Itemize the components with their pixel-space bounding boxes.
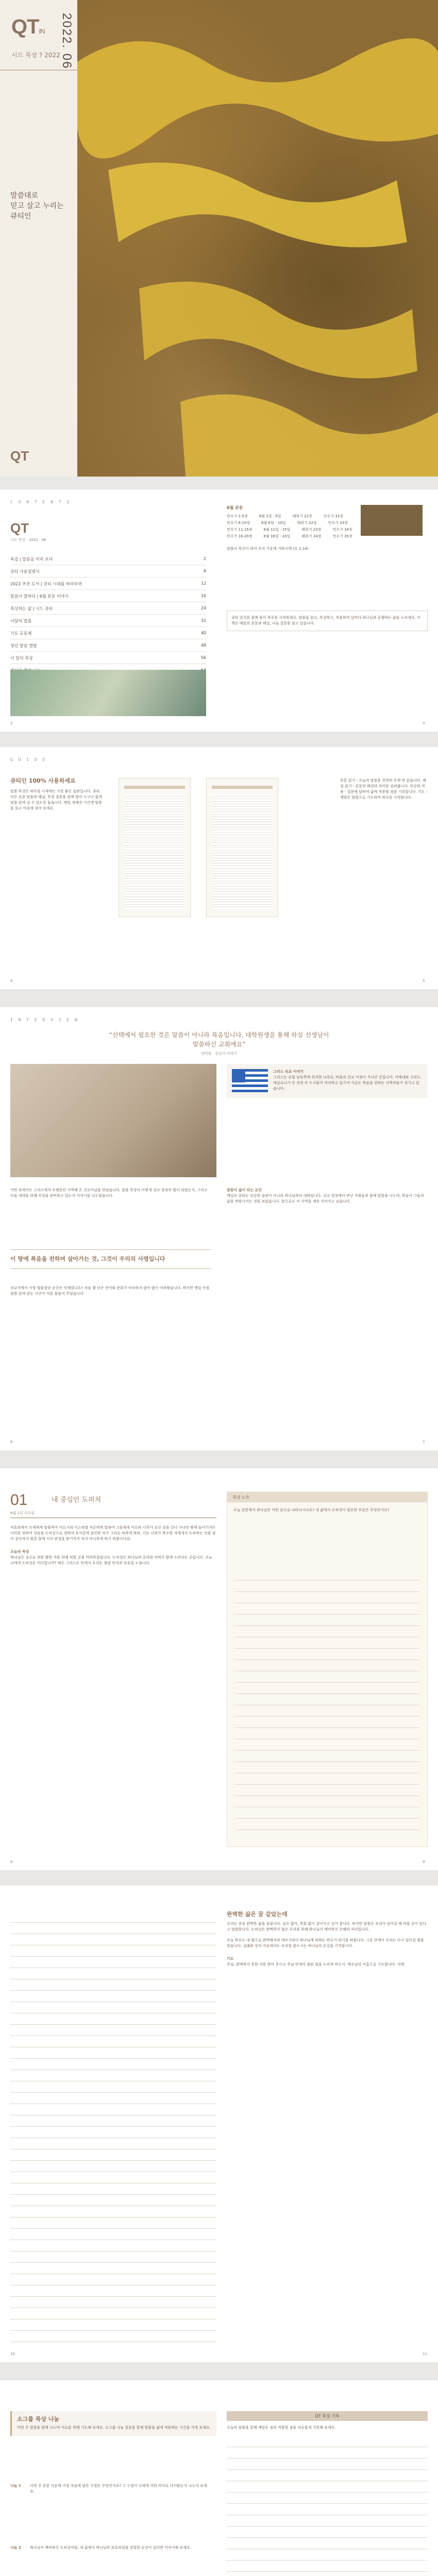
article-right-column: [227, 1188, 428, 1205]
toc-item-page: 2: [203, 556, 206, 561]
note-box: 큐티 일지를 함께 묶어 하루를 시작하세요. 말씀을 읽고, 묵상하고, 적용하며 날마다 하나님과 동행하는 삶을 누리세요. 이 책은 매일의 본문과 해설, 나눔 질문을 담고 있습니다.: [227, 611, 428, 631]
page-number: 9: [423, 1860, 425, 1864]
page-number: 5: [423, 979, 425, 983]
page-gap: [0, 732, 438, 747]
scripture-cell: 민수기 34장: [332, 528, 352, 532]
toc-item-page: 24: [200, 606, 206, 611]
page-number: 4: [10, 979, 13, 983]
cover-subtitle: 시드 묵상 ? 2022: [11, 52, 60, 59]
scripture-passage: [10, 1525, 216, 1566]
greece-flag-icon: [232, 1069, 268, 1093]
page-number: 8: [10, 1860, 13, 1864]
page-gap: [0, 1450, 438, 1468]
toc-item[interactable]: [10, 652, 206, 664]
contents-logo: QT: [10, 520, 29, 536]
entry-text: 하나님이 예비하신 도피성처럼, 내 삶에서 하나님의 보호하심을 경험한 순간이 있다면 이야기해 보세요.: [30, 2546, 191, 2550]
scripture-cell: 레위기 22장: [297, 521, 317, 525]
reflection-text: 우리는 종종 완벽한 삶을 꿈꿉니다. 실수 없이, 후회 없이 살아가고 싶어 합니다. 하지만 말씀은 우리가 넘어질 때 피할 곳이 있다고 말씀합니다. 도피성은 완벽하지 않은 우리를 위해 하나님이 예비하신 은혜의 자리입니다.: [227, 1922, 427, 1931]
toc-item-title: 2022 추천 도서 | 큐티 시대를 바라보며: [10, 582, 82, 586]
cover-sidebar: [0, 0, 77, 477]
prayer-text: 주님, 완벽하지 못한 저를 받아 주시고 주님 안에서 참된 쉼을 누리게 하소서. 예수님의 이름으로 기도합니다. 아멘.: [227, 1962, 406, 1967]
toc-item-title: 특집 | 말씀을 미리 보다: [10, 557, 53, 562]
writing-lines[interactable]: [235, 1569, 419, 1836]
scripture-cell: 레위기 24장: [301, 534, 322, 538]
toc-item[interactable]: [10, 602, 206, 615]
meditation-text: 하나님은 실수로 죄를 범한 자를 위해 피할 곳을 마련하셨습니다. 도피성은 하나님의 공의와 자비가 함께 드러나는 곳입니다. 오늘 나에게 도피성은 어디입니까? 예수 그리스도 안에서 우리는 참된 안식과 보호를 누립니다.: [10, 1555, 212, 1565]
toc-item[interactable]: [10, 639, 206, 652]
scripture-cell: 6월 11일 - 15일: [263, 528, 291, 532]
country-text: 그리스는 유럽 남동쪽에 위치한 나라로, 바울의 선교 여정이 지나간 곳입니다. 아테네와 고린도, 데살로니가 등 성경 속 도시들이 자리하고 있으며 지금도 복음을 전하는 사역자들이 섬기고 있습니다.: [273, 1075, 422, 1091]
reflection-page: [0, 1886, 438, 2362]
toc-item[interactable]: [10, 627, 206, 639]
page-gap: [0, 1870, 438, 1886]
sample-page-1: [119, 778, 191, 917]
writing-lines[interactable]: [227, 2436, 428, 2576]
qt-day-page: [0, 1468, 438, 1870]
toc-item[interactable]: [10, 565, 206, 578]
qt-record-box: [227, 2411, 428, 2576]
page-gap: [0, 989, 438, 1007]
scripture-rows: [227, 514, 428, 539]
small-group-text: 이번 주 말씀을 함께 나누며 서로를 위해 기도해 보세요. 소그룹 나눔 질문을 통해 말씀을 삶에 적용하는 시간을 가져 보세요.: [17, 2426, 211, 2430]
country-title: 그리스 선교 이야기: [273, 1070, 304, 1074]
small-group-page: [0, 2380, 438, 2576]
scripture-cell: 레위기 21장: [292, 514, 312, 518]
article-right-text: 매일의 큐티는 단순한 습관이 아니라 하나님과의 대화입니다. 선교 현장에서 만난 사람들과 함께 말씀을 나누며, 복음이 그들의 삶을 변화시키는 것을 보았습니다. 앞으로도 이 사역을 계속 이어가고 싶습니다.: [227, 1194, 424, 1204]
page-number: 3: [423, 721, 425, 725]
guide-heading: 큐티인 100% 사용하세요: [10, 777, 76, 784]
contents-page: [0, 489, 438, 732]
toc-item-title: 이 달의 묵상: [10, 656, 33, 660]
scripture-row: [227, 534, 428, 539]
toc-item-title: 청년 말씀 앨범: [10, 643, 37, 648]
guide-page: [0, 747, 438, 989]
article-body: 선교지에서 가장 힘들었던 순간은 언제였나요? 처음 몇 년은 언어와 문화가 익숙하지 않아 많이 어려웠습니다. 하지만 매일 아침 말씀 앞에 앉는 시간이 저를 붙들어 주었습니다.: [10, 1286, 210, 1296]
scripture-cell: 6월 6일 - 10일: [261, 521, 286, 525]
toc-item-title: 기도 공동체: [10, 631, 32, 636]
day-title: 내 중심인 도피처: [52, 1496, 102, 1504]
reflection-article: [227, 1911, 428, 1968]
yellow-wave-art: [77, 0, 438, 477]
landscape-image: [10, 670, 206, 716]
discussion-entry: [10, 2483, 216, 2495]
scripture-cell: 민수기 16-20장: [227, 534, 252, 538]
section-tag: I N T E R V I E W: [10, 1018, 79, 1022]
page-number: 10: [10, 2352, 15, 2356]
highlight-heading: 이 땅에 복음을 전하며 살아가는 것, 그것이 우리의 사명입니다: [10, 1256, 165, 1262]
guide-text: 말씀 묵상은 하루를 시작하는 가장 좋은 습관입니다. 큐티인은 본문 말씀과 해설, 묵상 질문을 함께 담아 누구나 쉽게 말씀 앞에 설 수 있도록 돕습니다. 매일 정해진 시간에 말씀을 읽고 마음에 새겨 보세요.: [10, 789, 102, 810]
issue-date: 2022. 06: [60, 13, 74, 70]
toc-item-page: 48: [200, 643, 206, 648]
toc-item-title: 말씀이 말하다 | 6월 본문 이야기: [10, 594, 69, 599]
toc-item[interactable]: [10, 590, 206, 602]
page-gap: [0, 477, 438, 489]
page-number: 6: [10, 1440, 13, 1444]
divider: [0, 70, 77, 71]
scripture-cell: 레위기 23장: [301, 528, 322, 532]
scripture-row: [227, 520, 428, 526]
cover-phrase: 말씀대로 믿고 살고 누리는 큐티인: [10, 192, 64, 221]
journal-area: [10, 1911, 216, 2344]
toc-item-title: 이달의 말씀: [10, 619, 32, 623]
entry-label: 나눔 2: [10, 2546, 21, 2550]
toc-item[interactable]: [10, 578, 206, 590]
toc-item[interactable]: [10, 553, 206, 565]
toc-item-page: 8: [203, 569, 206, 573]
divider: [10, 1517, 216, 1518]
highlight-heading-box: [10, 1249, 211, 1269]
page-number: 11: [423, 2352, 427, 2356]
section-tag: G U I D E: [10, 757, 47, 762]
article-subheading: 말씀이 삶이 되는 순간: [227, 1188, 262, 1192]
cover-artwork: [77, 0, 438, 477]
entry-label: 나눔 1: [10, 2484, 21, 2488]
quote-source: 인터뷰 · 선교사 이야기: [201, 1052, 237, 1056]
scripture-cell: 민수기 33장: [328, 521, 348, 525]
toc-item[interactable]: [10, 615, 206, 627]
toc-item-page: 56: [200, 655, 206, 660]
cover-page: [0, 0, 438, 477]
toc-item-page: 40: [200, 631, 206, 635]
country-info-box: [227, 1064, 428, 1098]
cover-bottom-logo: QT: [10, 448, 29, 464]
note-question: 오늘 본문에서 하나님은 어떤 분으로 나타나시나요? 내 삶에서 도피성이 필요한 부분은 무엇인가요?: [233, 1508, 390, 1512]
day-number: 01: [10, 1492, 28, 1509]
small-group-box: [10, 2411, 216, 2436]
brand-logo: QTIN: [11, 15, 45, 38]
discussion-entry: [10, 2545, 216, 2551]
page-gap: [0, 2362, 438, 2380]
scripture-cell: 민수기 32장: [323, 514, 343, 518]
toc-item-page: 32: [200, 618, 206, 623]
scripture-cell: 6월 16일 - 20일: [263, 534, 291, 538]
page-number: 7: [423, 1440, 425, 1444]
note-box-header: 묵상 노트: [227, 1492, 427, 1502]
interview-page: [0, 1007, 438, 1450]
page-number: 2: [10, 721, 13, 725]
prayer-heading: 기도: [227, 1957, 234, 1961]
reflection-text-2: 오늘 하루도 내 힘으로 완벽해지려 애쓰기보다 하나님께 피하는 하루가 되기를 바랍니다. 그분 안에서 우리는 다시 일어설 힘을 얻습니다. 실패와 상처 가운데서도 우리를 붙드시는 하나님의 손길을 기억합시다.: [227, 1938, 424, 1948]
section-tag: C O N T E N T S: [10, 500, 71, 504]
qt-record-text: 오늘의 말씀을 통해 깨달은 점과 적용할 점을 자유롭게 기록해 보세요.: [227, 2426, 336, 2430]
scripture-row: [227, 514, 428, 519]
small-group-title: 소그룹 묵상 나눔: [17, 2416, 60, 2422]
scripture-schedule: [227, 505, 428, 551]
scripture-row: [227, 527, 428, 532]
toc-item-page: 16: [200, 594, 206, 598]
bible-verse: 말씀이 육신이 되어 우리 가운데 거하시매 (요 1:14): [227, 547, 309, 551]
pull-quote: “선택에서 필요한 것은 말씀이 아니라 복음입니다. 대학원생을 통해 하실 선생님이 말씀하신 교회에요”: [109, 1031, 329, 1048]
writing-lines[interactable]: [10, 1911, 216, 2344]
toc-item-page: 12: [200, 581, 206, 586]
article-intro: 이번 호에서는 그리스에서 오랫동안 사역해 온 선교사님을 만났습니다. 말씀 묵상이 어떻게 선교 현장의 힘이 되었는지, 그리고 다음 세대를 위해 무엇을 준비하고 있는지 이야기를 나누었습니다.: [10, 1188, 208, 1198]
scripture-cell: 민수기 11-15장: [227, 528, 252, 532]
entry-text: 이번 주 본문 가운데 가장 마음에 남은 구절은 무엇인가요? 그 구절이 나에게 어떤 의미로 다가왔는지 나누어 보세요.: [30, 2484, 207, 2494]
meditation-note-box: [227, 1492, 428, 1847]
guide-intro: [10, 778, 103, 811]
qt-record-header: QT 묵상 기록: [227, 2411, 428, 2421]
toc-item-title: 큐티 사용설명서: [10, 569, 40, 574]
contents-logo-sub: 시드 묵상 · 2022 · 06: [10, 538, 46, 542]
guide-steps: 본문 읽기 - 오늘의 말씀을 천천히 두세 번 읽습니다. 해설 읽기 - 본문의 배경과 의미를 살펴봅니다. 묵상과 적용 - 질문에 답하며 삶에 적용할 점을 기록합니다. 기도 - 깨달은 말씀으로 기도하며 하루를 시작합니다.: [340, 778, 428, 800]
toc-item-title: 묵상하는 삶 | 시드 큐티: [10, 606, 53, 611]
reflection-heading: 완벽한 삶은 꿈 같았는데: [227, 1911, 288, 1918]
scripture-cell: 민수기 1-5장: [227, 514, 248, 518]
day-label: 6월 1일 수요일: [10, 1511, 35, 1515]
interviewee-photo: [10, 1064, 216, 1177]
scripture-cell: 민수기 6-10장: [227, 521, 250, 525]
passage-text: 여호와께서 모세에게 말씀하여 이르시되 이스라엘 자손에게 말하여 그들에게 이르라 너희가 요단 강을 건너 가나안 땅에 들어가거든 너희를 위하여 성읍을 도피성으로 정하여 부지중에 살인한 자가 그리로 피하게 하라. 이는 너희가 복수할 자에게서 도피하는 성을 삼아 살인자가 회중 앞에 서서 판결을 받기까지 죽지 아니하게 하기 위함이니라.: [10, 1526, 216, 1541]
sample-page-2: [206, 778, 278, 917]
scripture-title: 6월 본문: [227, 505, 243, 510]
scripture-cell: 민수기 35장: [332, 534, 352, 538]
meditation-heading: 오늘의 묵상: [10, 1550, 29, 1554]
scripture-cell: 6월 1일 - 5일: [259, 514, 281, 518]
